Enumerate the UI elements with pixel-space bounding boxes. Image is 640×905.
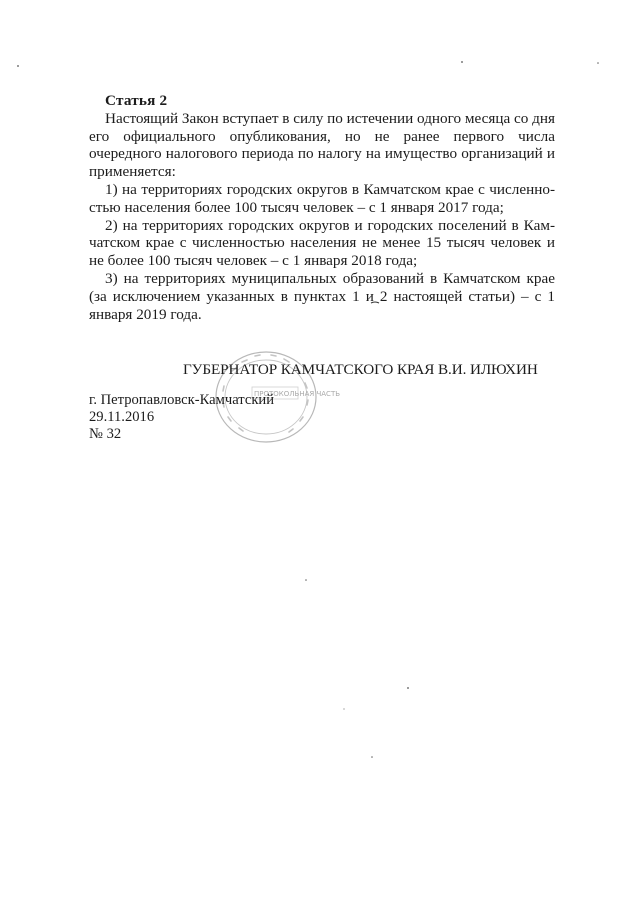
- article-title: Статья 2: [105, 92, 168, 109]
- paragraph-intro: Настоящий Закон вступает в силу по истечении одного месяца со дня его официального опубликования, но не ранее первого числа очередного налогового периода по налогу на имущество организаций и применяется:: [89, 109, 555, 181]
- law-number: № 32: [89, 425, 122, 442]
- document-meta: [89, 392, 274, 442]
- paragraph-item-3: 3) на территориях муниципальных образований в Камчатском крае (за исключением указанных в пунктах 1 и 2 настоящей статьи) – с 1 января 2019 года.: [89, 269, 555, 323]
- article-block: [89, 92, 555, 323]
- governor-signature: ГУБЕРНАТОР КАМЧАТСКОГО КРАЯ В.И. ИЛЮХИН: [183, 361, 538, 378]
- paragraph-item-1: 1) на территориях городских округов в Камчатском крае с численностью населения более 100 тысяч человек – с 1 января 2017 года;: [89, 180, 555, 216]
- signing-date: 29.11.2016: [89, 408, 155, 425]
- place-of-signing: г. Петропавловск-Камчатский: [89, 392, 275, 408]
- paragraph-item-2: 2) на территориях городских округов и городских поселений в Камчатском крае с численностью населения не менее 15 тысяч человек и не более 100 тысяч человек – с 1 января 2018 года;: [89, 216, 555, 270]
- seal-text: ПРОТОКОЛЬНАЯ ЧАСТЬ: [254, 390, 341, 398]
